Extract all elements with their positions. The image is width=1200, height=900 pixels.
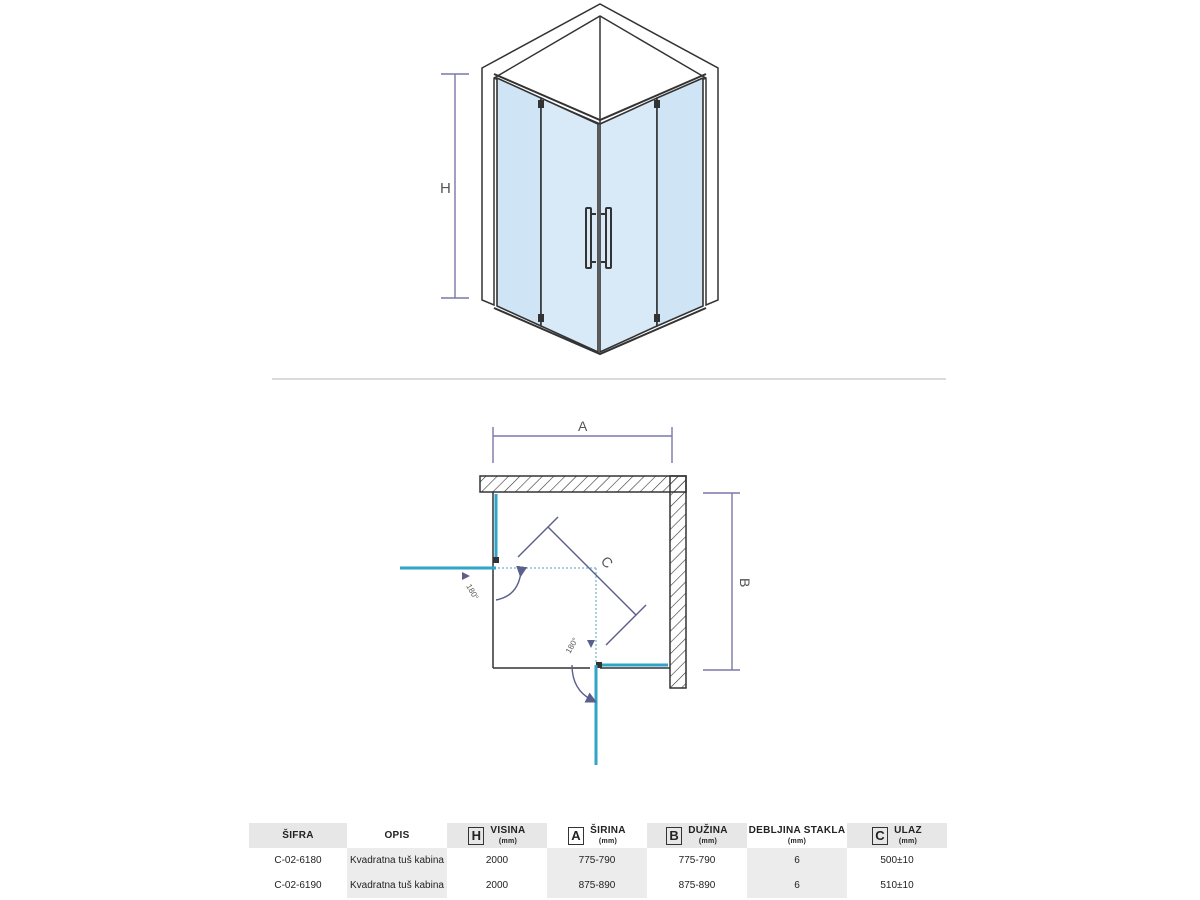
table-row bbox=[249, 873, 947, 898]
cell-depth: 775-790 bbox=[678, 855, 716, 866]
cell-entry: 510±10 bbox=[880, 880, 914, 891]
closed-door-paths bbox=[498, 568, 596, 662]
width-label: A bbox=[578, 418, 588, 434]
width-letter: A bbox=[568, 827, 584, 845]
cell-depth: 875-890 bbox=[678, 880, 716, 891]
col-desc: OPIS bbox=[347, 823, 447, 848]
fixed-glass bbox=[496, 494, 668, 665]
col-width bbox=[547, 823, 647, 848]
isometric-view bbox=[440, 4, 718, 354]
cell-code: C-02-6180 bbox=[274, 855, 322, 866]
height-letter: H bbox=[468, 827, 484, 845]
col-entry bbox=[847, 823, 947, 848]
width-unit: (mm) bbox=[598, 837, 618, 845]
glass-unit: (mm) bbox=[787, 837, 807, 845]
entry-label: C bbox=[597, 552, 617, 572]
hatched-walls bbox=[480, 476, 686, 688]
entry-letter: C bbox=[872, 827, 888, 845]
width-header: ŠIRINA bbox=[590, 824, 626, 836]
height-header: VISINA bbox=[490, 824, 526, 836]
cell-desc: Kvadratna tuš kabina bbox=[347, 873, 447, 898]
angle-right-label: 180° bbox=[563, 636, 581, 655]
spec-table bbox=[249, 823, 947, 898]
cell-desc: Kvadratna tuš kabina bbox=[347, 848, 447, 873]
cell-width: 875-890 bbox=[547, 873, 647, 898]
col-code: ŠIFRA bbox=[249, 823, 347, 848]
plan-view bbox=[400, 418, 753, 765]
swing-arcs bbox=[496, 572, 592, 700]
table-row bbox=[249, 848, 947, 873]
table-header bbox=[249, 823, 947, 848]
height-label: H bbox=[440, 180, 451, 197]
entry-header: ULAZ bbox=[894, 824, 922, 836]
col-glass bbox=[747, 823, 847, 848]
angle-left-label: 180° bbox=[464, 582, 481, 602]
cell-height: 2000 bbox=[485, 880, 509, 891]
col-depth bbox=[647, 823, 747, 848]
cell-code: C-02-6190 bbox=[274, 880, 322, 891]
panel-ends bbox=[493, 557, 602, 668]
entry-unit: (mm) bbox=[898, 837, 918, 845]
depth-letter: B bbox=[666, 827, 682, 845]
cell-entry: 500±10 bbox=[880, 855, 914, 866]
glass-header: DEBLJINA STAKLA bbox=[748, 824, 846, 836]
col-height bbox=[447, 823, 547, 848]
cell-width: 775-790 bbox=[547, 848, 647, 873]
depth-unit: (mm) bbox=[698, 837, 718, 845]
open-doors bbox=[400, 568, 596, 765]
cell-height: 2000 bbox=[485, 855, 509, 866]
depth-label: B bbox=[737, 578, 753, 588]
angle-markers bbox=[462, 572, 595, 648]
cell-glass: 6 bbox=[747, 873, 847, 898]
entry-dimension bbox=[518, 517, 646, 645]
depth-dimension bbox=[703, 493, 740, 670]
depth-header: DUŽINA bbox=[688, 824, 728, 836]
height-unit: (mm) bbox=[498, 837, 518, 845]
cell-glass: 6 bbox=[747, 848, 847, 873]
